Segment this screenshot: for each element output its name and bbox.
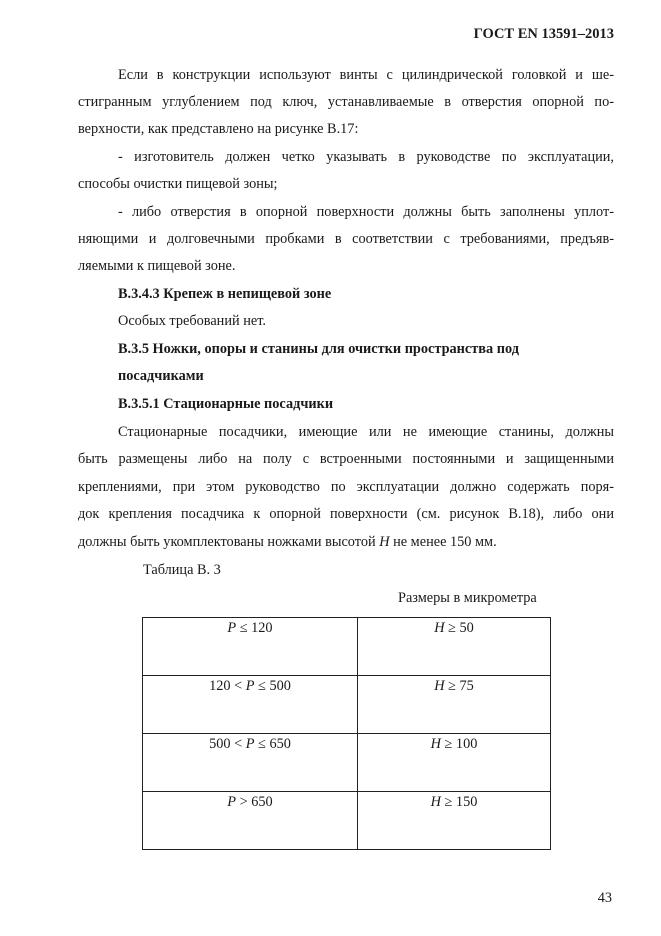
table-row	[143, 618, 551, 676]
table-cell: P ≤ 120	[143, 618, 358, 676]
document-code-header: ГОСТ EN 13591–2013	[473, 26, 614, 42]
paragraph-line: креплениями, при этом руководство по эксплуатации должно содержать поря-	[78, 479, 614, 495]
section-heading-b343: В.3.4.3 Крепеж в непищевой зоне	[118, 286, 332, 302]
paragraph-line: док крепления посадчика к опорной поверхности (см. рисунок В.18), либо они	[78, 506, 614, 522]
table-cell: H ≥ 150	[358, 792, 551, 850]
paragraph-line: должны быть укомплектованы ножками высотой H не менее 150 мм.	[78, 534, 497, 550]
paragraph-line: быть размещены либо на полу с встроенными постоянными и защищенными	[78, 451, 614, 467]
table-cell: H ≥ 100	[358, 734, 551, 792]
paragraph-line: - либо отверстия в опорной поверхности должны быть заполнены уплот-	[118, 204, 614, 220]
variable-h: H	[379, 534, 390, 550]
table-cell: P > 650	[143, 792, 358, 850]
table-cell: H ≥ 75	[358, 676, 551, 734]
section-heading-b351: В.3.5.1 Стационарные посадчики	[118, 396, 334, 412]
paragraph-line: - изготовитель должен четко указывать в руководстве по эксплуатации,	[118, 149, 614, 165]
paragraph-line: верхности, как представлено на рисунке В.17:	[78, 121, 359, 137]
table-row	[143, 734, 551, 792]
paragraph-line: Если в конструкции используют винты с цилиндрической головкой и ше-	[118, 67, 614, 83]
table-units-note: Размеры в микрометра	[398, 590, 537, 606]
paragraph-line: стигранным углублением под ключ, устанавливаемые в отверстия опорной по-	[78, 94, 614, 110]
paragraph-line: ляемыми к пищевой зоне.	[78, 258, 236, 274]
paragraph-line: Стационарные посадчики, имеющие или не имеющие станины, должны	[118, 424, 614, 440]
table-row	[143, 792, 551, 850]
table-cell: H ≥ 50	[358, 618, 551, 676]
paragraph-line: няющими и долговечными пробками в соответствии с требованиями, предъяв-	[78, 231, 614, 247]
section-heading-b35-cont: посадчиками	[118, 368, 204, 384]
paragraph-line: Особых требований нет.	[118, 313, 266, 329]
page-number: 43	[597, 890, 612, 906]
table-caption: Таблица В. 3	[143, 562, 221, 578]
table-row	[143, 676, 551, 734]
paragraph-line: способы очистки пищевой зоны;	[78, 176, 278, 192]
section-heading-b35: В.3.5 Ножки, опоры и станины для очистки пространства под	[118, 341, 519, 357]
size-table	[142, 617, 551, 850]
table-cell: 120 < P ≤ 500	[143, 676, 358, 734]
table-cell: 500 < P ≤ 650	[143, 734, 358, 792]
